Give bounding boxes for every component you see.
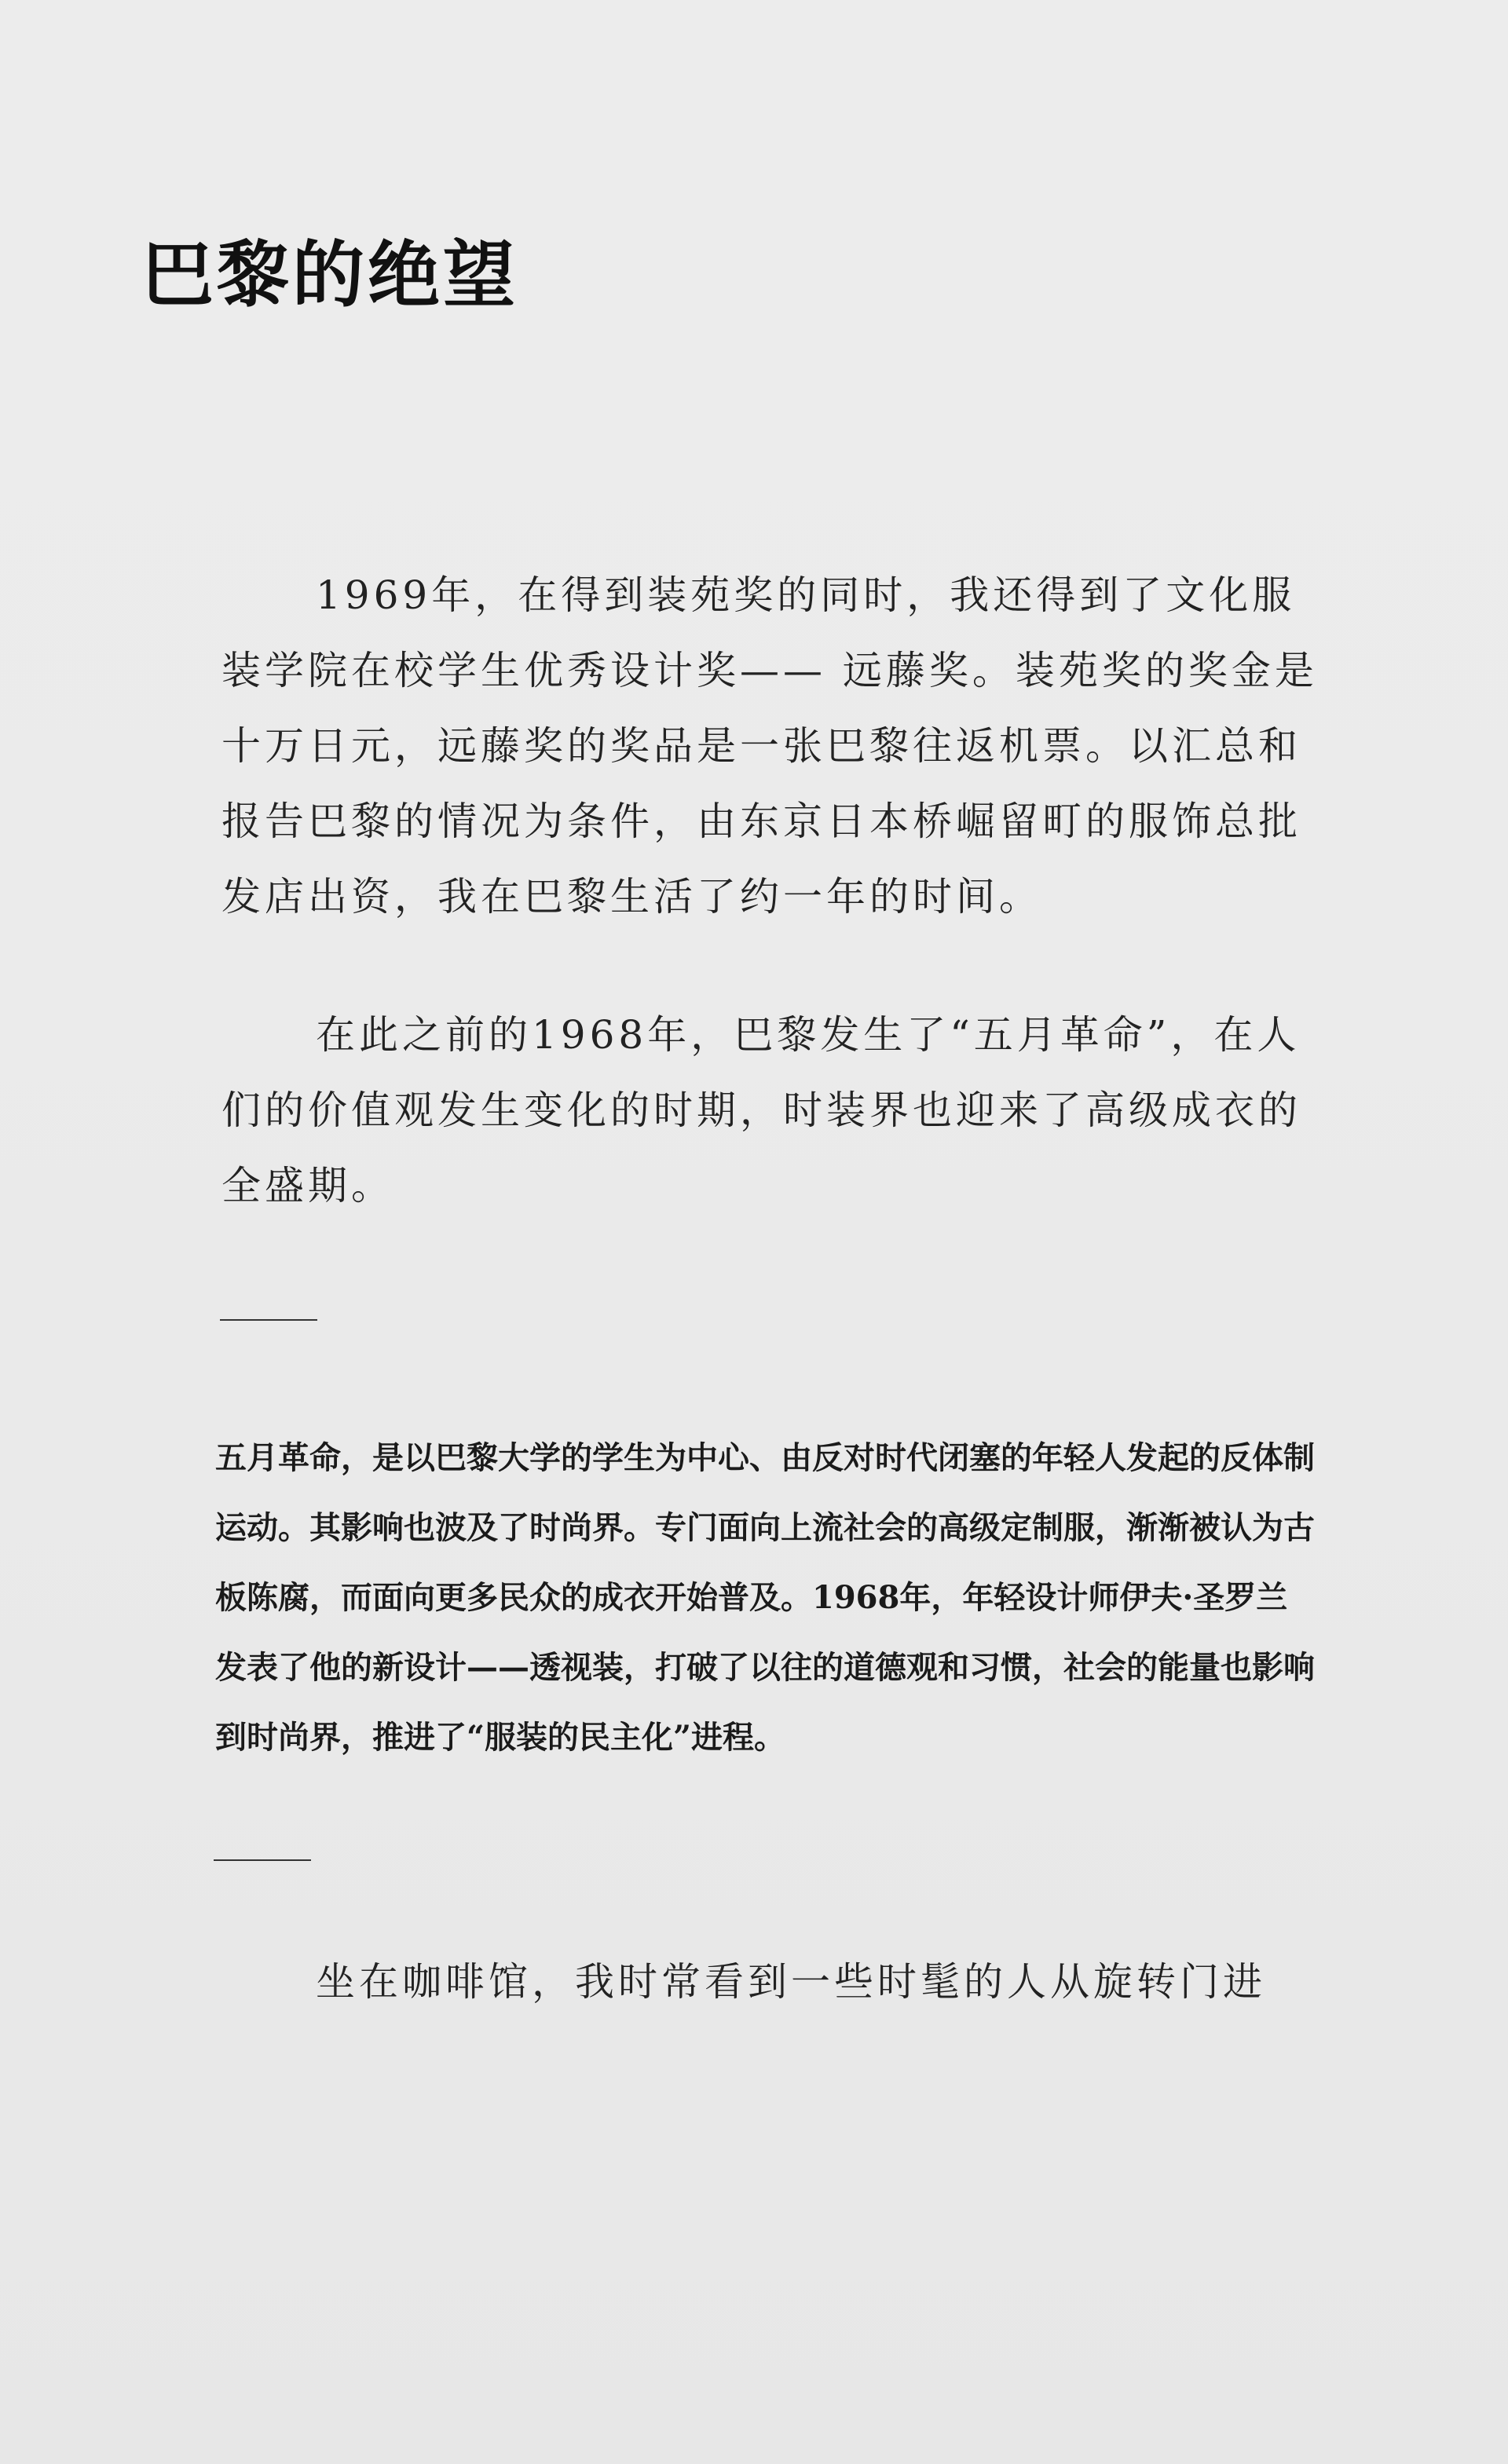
note-bottom-divider bbox=[214, 1859, 311, 1861]
body-paragraph: 在此之前的1968年，巴黎发生了“五月革命”，在人们的价值观发生变化的时期，时装界也迎来了高级成衣的全盛期。 bbox=[221, 1012, 1301, 1208]
body-paragraph: 坐在咖啡馆，我时常看到一些时髦的人从旋转门进 bbox=[316, 1959, 1266, 2005]
note-top-divider bbox=[220, 1319, 317, 1321]
chapter-title: 巴黎的绝望 bbox=[141, 233, 519, 317]
sidebar-note: 五月革命，是以巴黎大学的学生为中心、由反对时代闭塞的年轻人发起的反体制运动。其影响也波及了时尚界。专门面向上流社会的高级定制服，渐渐被认为古板陈腐，而面向更多民众的成衣开始普及。1968年，年轻设计师伊夫·圣罗兰发表了他的新设计——透视装，打破了以往的道德观和习惯，社会的能量也影响到时尚界，推进了“服装的民主化”进程。 bbox=[215, 1439, 1315, 1756]
body-paragraph: 1969年，在得到装苑奖的同时，我还得到了文化服装学院在校学生优秀设计奖—— 远藤奖。装苑奖的奖金是十万日元，远藤奖的奖品是一张巴黎往返机票。以汇总和报告巴黎的情况为条件，由东京日本桥崛留町的服饰总批发店出资，我在巴黎生活了约一年的时间。 bbox=[221, 572, 1318, 919]
